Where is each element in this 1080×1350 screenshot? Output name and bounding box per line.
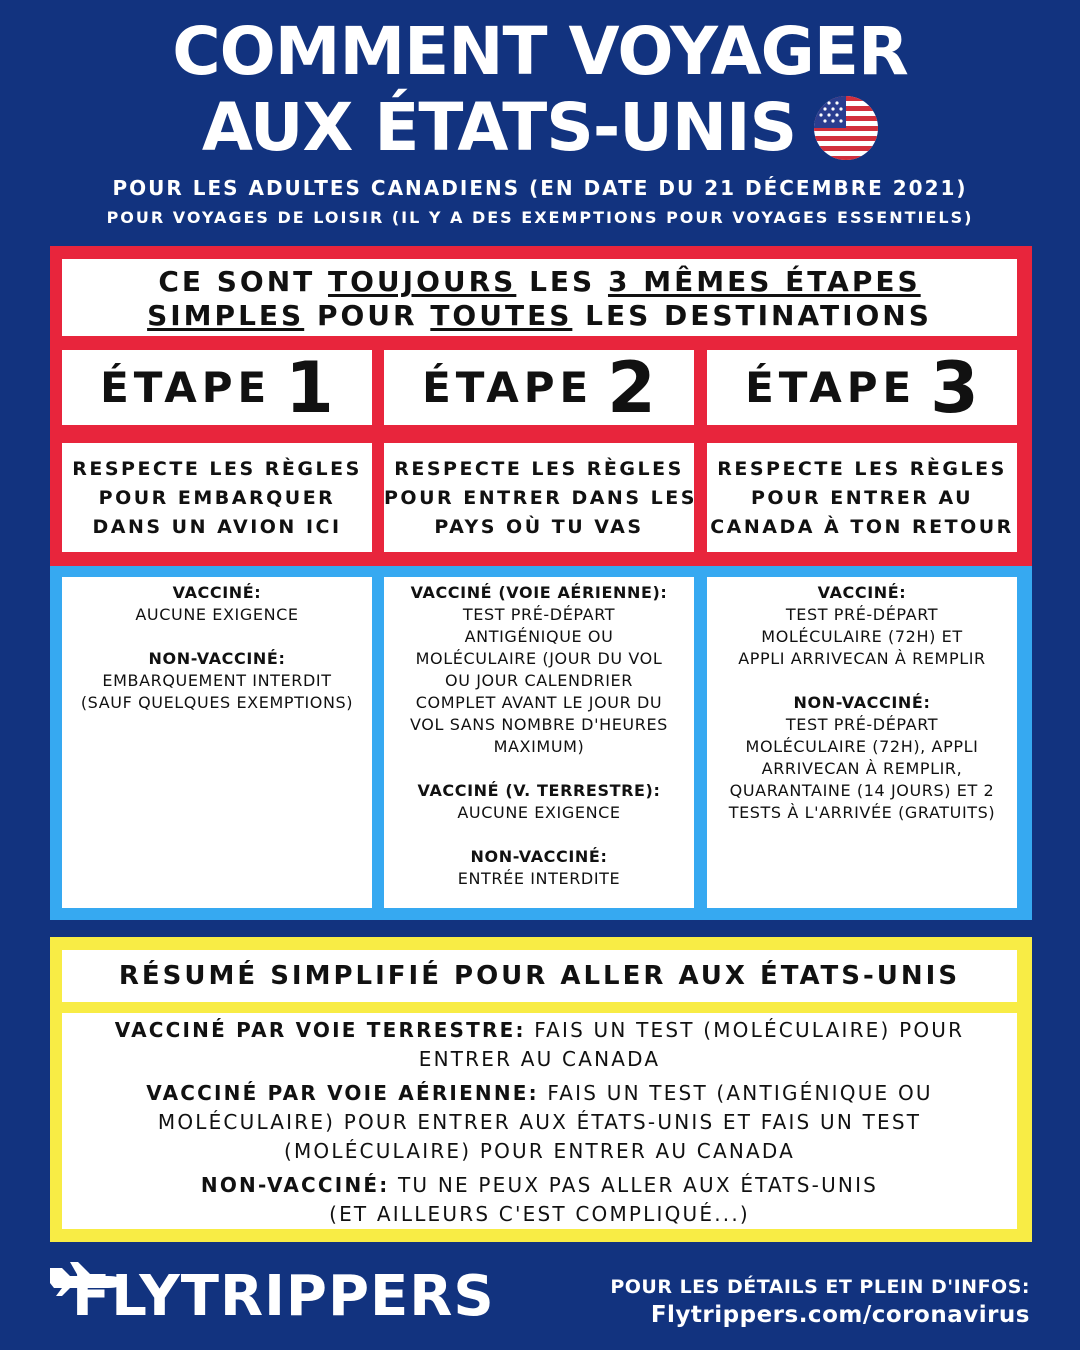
detail-line: MOLÉCULAIRE (72H) ET	[761, 627, 963, 646]
step-word: ÉTAPE	[422, 363, 594, 412]
detail-line: TESTS À L'ARRIVÉE (GRATUITS)	[728, 803, 996, 822]
title-line-2-wrap	[202, 90, 878, 166]
title-line-1: COMMENT VOYAGER	[172, 13, 908, 90]
detail-line: ENTRÉE INTERDITE	[457, 869, 621, 888]
detail-line: APPLI ARRIVECAN À REMPLIR	[738, 649, 986, 668]
step-1-rule	[62, 443, 372, 552]
headline-underlined: TOUJOURS	[328, 265, 517, 298]
rule-line: RESPECTE LES RÈGLES	[394, 458, 684, 480]
detail-line: ARRIVECAN À REMPLIR,	[761, 759, 963, 778]
headline-text: CE SONT	[158, 265, 329, 298]
step-number: 2	[607, 346, 656, 429]
detail-line: QUARANTAINE (14 JOURS) ET 2	[729, 781, 995, 800]
step-1-heading	[62, 346, 372, 429]
detail-line: MOLÉCULAIRE (72H), APPLI	[745, 737, 979, 756]
footer-url-link[interactable]: Flytrippers.com/coronavirus	[650, 1302, 1030, 1328]
detail-heading: NON-VACCINÉ:	[470, 847, 608, 866]
summary-item	[62, 1016, 1017, 1074]
detail-line: AUCUNE EXIGENCE	[135, 605, 299, 624]
rule-line: POUR ENTRER AU	[751, 487, 973, 509]
headline-text: LES DESTINATIONS	[572, 299, 932, 332]
detail-line: EMBARQUEMENT INTERDIT	[102, 671, 332, 690]
detail-spacer	[707, 670, 1017, 692]
summary-item-text: (MOLÉCULAIRE) POUR ENTRER AU CANADA	[283, 1139, 796, 1163]
summary-item-label: VACCINÉ PAR VOIE TERRESTRE:	[114, 1018, 526, 1042]
step-2-details	[384, 577, 694, 908]
flytrippers-logo[interactable]	[48, 1258, 495, 1338]
step-3-details	[707, 577, 1017, 908]
detail-line: TEST PRÉ-DÉPART	[785, 605, 939, 624]
detail-heading: VACCINÉ:	[817, 583, 907, 602]
page-title	[0, 14, 1080, 166]
summary-item-text: ENTRER AU CANADA	[418, 1047, 661, 1071]
detail-line: TEST PRÉ-DÉPART	[785, 715, 939, 734]
detail-line: ANTIGÉNIQUE OU	[464, 627, 614, 646]
steps-headline	[62, 259, 1017, 336]
step-word: ÉTAPE	[745, 363, 917, 412]
summary-item-text: FAIS UN TEST (MOLÉCULAIRE) POUR	[525, 1018, 965, 1042]
rule-line: PAYS OÙ TU VAS	[434, 516, 644, 538]
detail-line: MAXIMUM)	[493, 737, 585, 756]
detail-heading: NON-VACCINÉ:	[148, 649, 286, 668]
step-2-heading	[384, 346, 694, 429]
headline-text: POUR	[304, 299, 431, 332]
rule-line: CANADA À TON RETOUR	[710, 516, 1014, 538]
headline-underlined: TOUTES	[430, 299, 573, 332]
detail-spacer	[384, 824, 694, 846]
step-2-rule	[384, 443, 697, 552]
detail-heading: VACCINÉ:	[172, 583, 262, 602]
summary-item-label: VACCINÉ PAR VOIE AÉRIENNE:	[146, 1081, 539, 1105]
subtitle: POUR LES ADULTES CANADIENS (EN DATE DU 21 DÉCEMBRE 2021)	[112, 176, 968, 200]
detail-line: COMPLET AVANT LE JOUR DU	[415, 693, 663, 712]
detail-line: (SAUF QUELQUES EXEMPTIONS)	[80, 693, 354, 712]
detail-spacer	[384, 758, 694, 780]
detail-spacer	[62, 626, 372, 648]
detail-line: OU JOUR CALENDRIER	[445, 671, 633, 690]
summary-title: RÉSUMÉ SIMPLIFIÉ POUR ALLER AUX ÉTATS-UNIS	[62, 950, 1017, 1002]
summary-item	[62, 1079, 1017, 1166]
summary-item-text: TU NE PEUX PAS ALLER AUX ÉTATS-UNIS	[389, 1173, 879, 1197]
step-1-details	[62, 577, 372, 908]
step-number: 1	[285, 346, 334, 429]
logo-text: FLYTRIPPERS	[72, 1264, 495, 1329]
headline-underlined: 3 MÊMES ÉTAPES	[607, 265, 921, 298]
summary-item	[62, 1171, 1017, 1229]
us-flag-icon	[814, 96, 878, 160]
headline-text: LES	[516, 265, 608, 298]
summary-item-text: MOLÉCULAIRE) POUR ENTRER AUX ÉTATS-UNIS ET FAIS UN TEST	[157, 1110, 922, 1134]
rule-line: RESPECTE LES RÈGLES	[717, 458, 1007, 480]
footer-info-label: POUR LES DÉTAILS ET PLEIN D'INFOS:	[610, 1276, 1030, 1298]
rule-line: POUR ENTRER DANS LES	[384, 487, 697, 509]
detail-line: AUCUNE EXIGENCE	[457, 803, 621, 822]
summary-item-label: NON-VACCINÉ:	[200, 1173, 390, 1197]
title-line-2: AUX ÉTATS-UNIS	[201, 89, 797, 166]
subtitle-secondary: POUR VOYAGES DE LOISIR (IL Y A DES EXEMPTIONS POUR VOYAGES ESSENTIELS)	[106, 208, 974, 227]
rule-line: DANS UN AVION ICI	[92, 516, 342, 538]
headline-underlined: SIMPLES	[147, 299, 305, 332]
detail-heading: VACCINÉ (V. TERRESTRE):	[417, 781, 661, 800]
detail-line: VOL SANS NOMBRE D'HEURES	[410, 715, 668, 734]
step-3-rule	[707, 443, 1017, 552]
detail-line: MOLÉCULAIRE (JOUR DU VOL	[415, 649, 663, 668]
step-number: 3	[930, 346, 979, 429]
rule-line: POUR EMBARQUER	[98, 487, 336, 509]
summary-body	[62, 1013, 1017, 1229]
detail-heading: NON-VACCINÉ:	[793, 693, 931, 712]
detail-line: TEST PRÉ-DÉPART	[462, 605, 616, 624]
summary-item-text: (ET AILLEURS C'EST COMPLIQUÉ...)	[329, 1202, 750, 1226]
summary-item-text: FAIS UN TEST (ANTIGÉNIQUE OU	[538, 1081, 933, 1105]
detail-heading: VACCINÉ (VOIE AÉRIENNE):	[410, 583, 668, 602]
step-3-heading	[707, 346, 1017, 429]
rule-line: RESPECTE LES RÈGLES	[72, 458, 362, 480]
step-word: ÉTAPE	[100, 363, 272, 412]
